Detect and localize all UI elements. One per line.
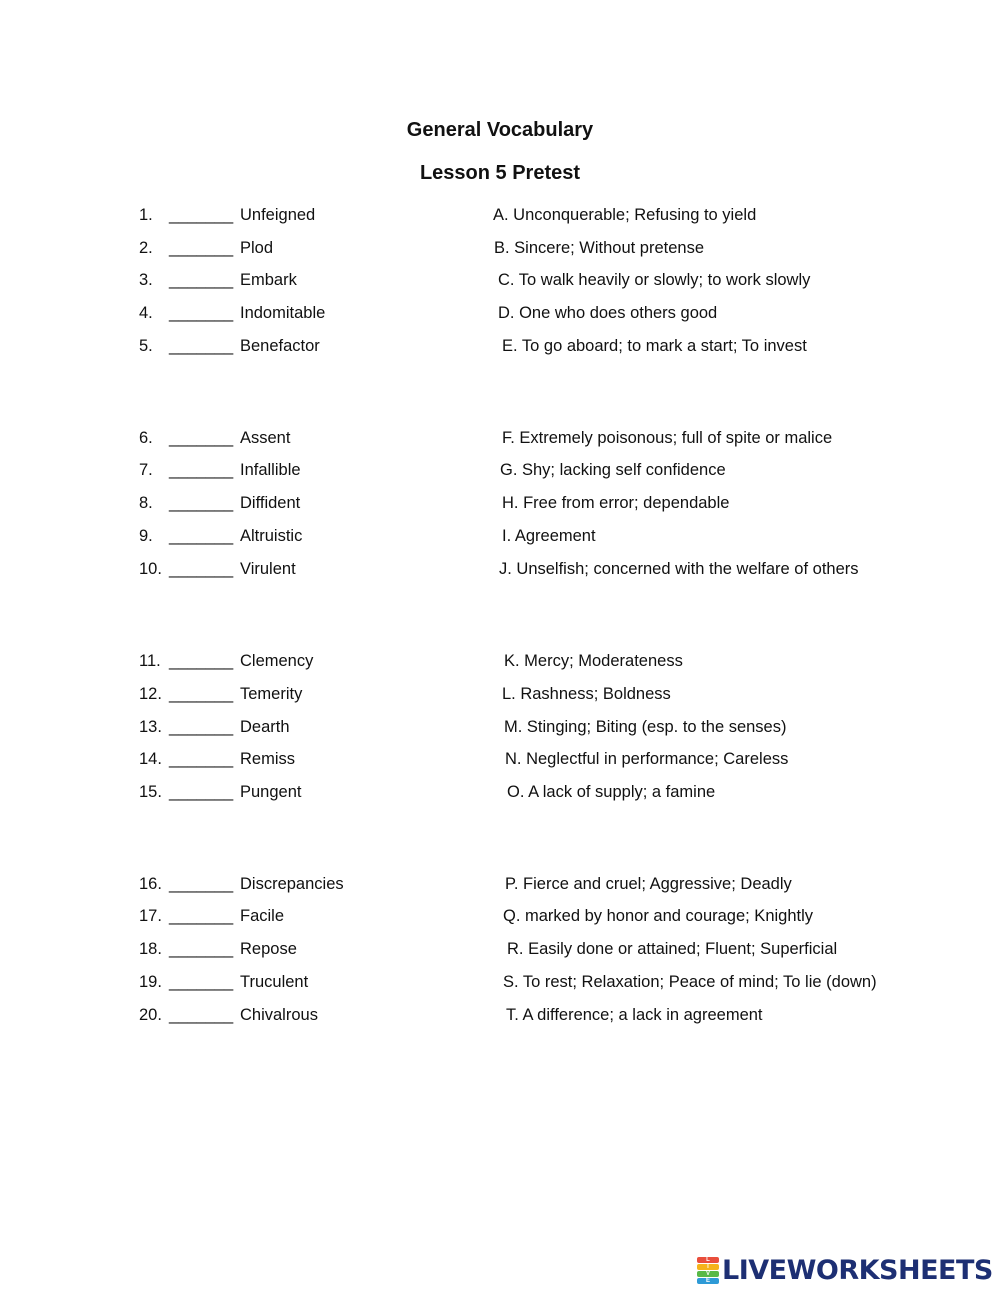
definition: O. A lack of supply; a famine xyxy=(507,783,716,801)
definition: I. Agreement xyxy=(502,527,596,545)
logo-icon xyxy=(697,1256,719,1284)
vocabulary-word: Embark xyxy=(240,271,297,289)
vocabulary-word: Benefactor xyxy=(240,337,320,355)
answer-blank[interactable]: _______ xyxy=(169,206,234,224)
definition: J. Unselfish; concerned with the welfare of others xyxy=(499,560,859,578)
question-row xyxy=(0,269,1000,291)
question-row xyxy=(0,427,1000,449)
answer-blank[interactable]: _______ xyxy=(169,304,234,322)
question-number: 1. xyxy=(139,206,153,224)
definition: D. One who does others good xyxy=(498,304,718,322)
question-row xyxy=(0,459,1000,481)
question-number: 3. xyxy=(139,271,153,289)
definition: B. Sincere; Without pretense xyxy=(494,239,705,257)
question-number: 8. xyxy=(139,494,153,512)
vocabulary-word: Diffident xyxy=(240,494,301,512)
question-number: 17. xyxy=(139,907,162,925)
answer-blank[interactable]: _______ xyxy=(169,271,234,289)
answer-blank[interactable]: _______ xyxy=(169,560,234,578)
vocabulary-word: Unfeigned xyxy=(240,206,316,224)
answer-blank[interactable]: _______ xyxy=(169,1006,234,1024)
vocabulary-word: Altruistic xyxy=(240,527,303,545)
vocabulary-word: Assent xyxy=(240,429,291,447)
definition: G. Shy; lacking self confidence xyxy=(500,461,726,479)
question-number: 2. xyxy=(139,239,153,257)
vocabulary-word: Remiss xyxy=(240,750,296,768)
logo-mark-i: I xyxy=(697,1264,719,1270)
question-row xyxy=(0,525,1000,547)
vocabulary-word: Dearth xyxy=(240,718,290,736)
question-row xyxy=(0,204,1000,226)
answer-blank[interactable]: _______ xyxy=(169,429,234,447)
answer-blank[interactable]: _______ xyxy=(169,337,234,355)
question-row xyxy=(0,905,1000,927)
answer-blank[interactable]: _______ xyxy=(169,940,234,958)
question-row xyxy=(0,492,1000,514)
vocabulary-word: Indomitable xyxy=(240,304,326,322)
definition: R. Easily done or attained; Fluent; Superficial xyxy=(507,940,838,958)
definition: M. Stinging; Biting (esp. to the senses) xyxy=(504,718,787,736)
question-number: 10. xyxy=(139,560,162,578)
logo-mark-l: L xyxy=(697,1257,719,1263)
definition: N. Neglectful in performance; Careless xyxy=(505,750,789,768)
logo-mark-v: V xyxy=(697,1271,719,1277)
vocabulary-word: Virulent xyxy=(240,560,296,578)
answer-blank[interactable]: _______ xyxy=(169,527,234,545)
logo-mark-e: E xyxy=(697,1278,719,1284)
answer-blank[interactable]: _______ xyxy=(169,973,234,991)
answer-blank[interactable]: _______ xyxy=(169,750,234,768)
question-row xyxy=(0,781,1000,803)
question-number: 18. xyxy=(139,940,162,958)
vocabulary-word: Truculent xyxy=(240,973,309,991)
vocabulary-word: Plod xyxy=(240,239,274,257)
question-row xyxy=(0,716,1000,738)
definition: P. Fierce and cruel; Aggressive; Deadly xyxy=(505,875,792,893)
question-number: 9. xyxy=(139,527,153,545)
answer-blank[interactable]: _______ xyxy=(169,875,234,893)
question-row xyxy=(0,650,1000,672)
vocabulary-word: Discrepancies xyxy=(240,875,344,893)
definition: L. Rashness; Boldness xyxy=(502,685,671,703)
answer-blank[interactable]: _______ xyxy=(169,685,234,703)
answer-blank[interactable]: _______ xyxy=(169,907,234,925)
definition: T. A difference; a lack in agreement xyxy=(506,1006,763,1024)
question-row xyxy=(0,558,1000,580)
vocabulary-word: Temerity xyxy=(240,685,303,703)
question-row xyxy=(0,1004,1000,1026)
question-row xyxy=(0,302,1000,324)
answer-blank[interactable]: _______ xyxy=(169,652,234,670)
question-row xyxy=(0,237,1000,259)
logo-text: LIVEWORKSHEETS xyxy=(722,1254,993,1286)
question-row xyxy=(0,335,1000,357)
definition: A. Unconquerable; Refusing to yield xyxy=(493,206,757,224)
vocabulary-word: Clemency xyxy=(240,652,314,670)
definition: F. Extremely poisonous; full of spite or malice xyxy=(502,429,833,447)
question-number: 16. xyxy=(139,875,162,893)
definition: C. To walk heavily or slowly; to work slowly xyxy=(498,271,811,289)
definition: Q. marked by honor and courage; Knightly xyxy=(503,907,814,925)
definition: S. To rest; Relaxation; Peace of mind; To lie (down) xyxy=(503,973,877,991)
question-number: 11. xyxy=(139,652,161,670)
definition: E. To go aboard; to mark a start; To invest xyxy=(502,337,807,355)
question-number: 13. xyxy=(139,718,162,736)
definition: K. Mercy; Moderateness xyxy=(504,652,683,670)
question-number: 15. xyxy=(139,783,162,801)
question-number: 7. xyxy=(139,461,153,479)
answer-blank[interactable]: _______ xyxy=(169,461,234,479)
question-row xyxy=(0,748,1000,770)
question-number: 12. xyxy=(139,685,162,703)
answer-blank[interactable]: _______ xyxy=(169,239,234,257)
question-row xyxy=(0,971,1000,993)
page-subtitle: Lesson 5 Pretest xyxy=(419,162,581,184)
liveworksheets-logo xyxy=(697,1255,993,1285)
question-row xyxy=(0,683,1000,705)
vocabulary-word: Facile xyxy=(240,907,285,925)
definition: H. Free from error; dependable xyxy=(502,494,730,512)
page-title: General Vocabulary xyxy=(406,119,594,141)
vocabulary-word: Infallible xyxy=(240,461,301,479)
question-row xyxy=(0,873,1000,895)
vocabulary-word: Chivalrous xyxy=(240,1006,318,1024)
answer-blank[interactable]: _______ xyxy=(169,783,234,801)
question-row xyxy=(0,938,1000,960)
question-number: 19. xyxy=(139,973,162,991)
answer-blank[interactable]: _______ xyxy=(169,494,234,512)
question-number: 6. xyxy=(139,429,153,447)
question-number: 4. xyxy=(139,304,153,322)
vocabulary-word: Repose xyxy=(240,940,297,958)
question-number: 20. xyxy=(139,1006,162,1024)
question-number: 5. xyxy=(139,337,153,355)
question-number: 14. xyxy=(139,750,162,768)
vocabulary-word: Pungent xyxy=(240,783,302,801)
answer-blank[interactable]: _______ xyxy=(169,718,234,736)
